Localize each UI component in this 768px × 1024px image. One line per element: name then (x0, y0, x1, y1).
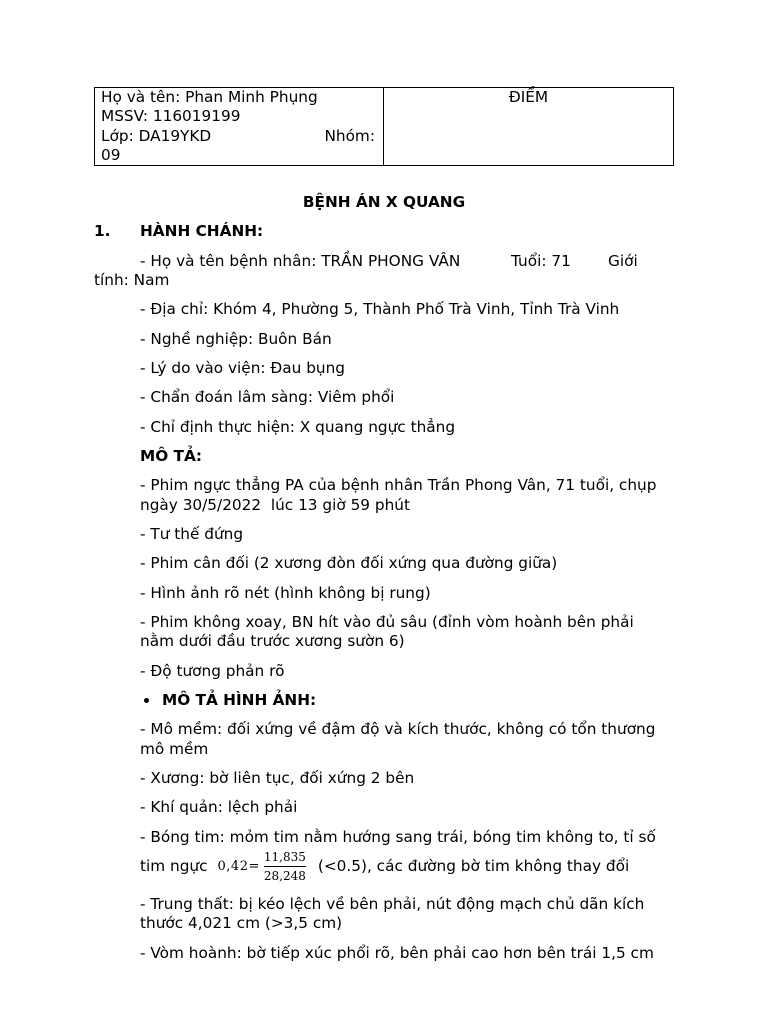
score-cell (384, 88, 673, 165)
section-number: 1. (94, 222, 111, 241)
heart-line: - Bóng tim: mỏm tim nằm hướng sang trái, bóng tim không to, tỉ số (140, 827, 656, 846)
patient-occupation: - Nghề nghiệp: Buôn Bán (140, 329, 332, 348)
film-rotation-line: nằm dưới đầu trước xương sườn 6) (140, 632, 405, 651)
patient-age: Tuổi: 71 (511, 251, 571, 270)
score-label: ĐIỂM (508, 88, 549, 106)
film-balance-item: - Phim cân đối (2 xương đòn đối xứng qua đường giữa) (140, 554, 558, 573)
group-value: 09 (101, 145, 121, 164)
patient-gender: tính: Nam (94, 271, 170, 290)
document-title: BỆNH ÁN X QUANG (302, 193, 466, 211)
ratio-numerator: 11,835 (263, 849, 306, 864)
admission-reason: - Lý do vào viện: Đau bụng (140, 358, 346, 377)
ratio-suffix: (<0.5), các đường bờ tim không thay đổi (317, 857, 630, 876)
trachea-item: - Khí quản: lệch phải (140, 798, 298, 817)
mediastinum-item (94, 895, 674, 934)
group-label: Nhóm: (324, 126, 375, 145)
class-group-row (101, 127, 375, 146)
soft-tissue-line: - Mô mềm: đối xứng về đậm độ và kích thước, không có tổn thương (140, 720, 656, 739)
ratio-prefix: tim ngực (140, 857, 208, 876)
student-id: MSSV: 116019199 (101, 107, 241, 126)
section-heading-description: MÔ TẢ: (140, 446, 202, 465)
ratio-fraction (264, 850, 306, 883)
film-rotation-line: - Phim không xoay, BN hít vào đủ sâu (đỉnh vòm hoành bên phải (140, 612, 634, 631)
film-info-line: - Phim ngực thẳng PA của bệnh nhân Trần Phong Vân, 71 tuổi, chụp (140, 476, 657, 495)
section-heading-image-description (94, 691, 674, 711)
patient-info-paragraph (94, 252, 674, 291)
patient-name: - Họ và tên bệnh nhân: TRẦN PHONG VÂN (140, 251, 461, 270)
student-info-table (94, 87, 674, 166)
patient-address: - Địa chỉ: Khóm 4, Phường 5, Thành Phố Trà Vinh, Tỉnh Trà Vinh (140, 300, 620, 319)
document-body (94, 193, 674, 973)
film-info-line: ngày 30/5/2022 lúc 13 giờ 59 phút (140, 495, 411, 514)
fraction-bar (264, 866, 306, 867)
section-title: HÀNH CHÁNH: (140, 222, 264, 241)
ratio-value: 0,42= (217, 858, 260, 874)
film-rotation-item (94, 613, 674, 652)
clinical-diagnosis: - Chẩn đoán lâm sàng: Viêm phổi (140, 388, 395, 407)
exam-indication: - Chỉ định thực hiện: X quang ngực thẳng (140, 417, 456, 436)
section-heading-administrative (94, 222, 674, 242)
student-name: Họ và tên: Phan Minh Phụng (101, 88, 318, 106)
class-label: Lớp: DA19YKD (101, 126, 212, 145)
mediastinum-line: - Trung thất: bị kéo lệch về bên phải, nút động mạch chủ dãn kích (140, 894, 645, 913)
heart-item (94, 828, 674, 886)
cardiothoracic-ratio-line (94, 847, 674, 885)
student-info-cell (95, 88, 384, 165)
patient-gender-label-start: Giới (608, 251, 638, 270)
diaphragm-item: - Vòm hoành: bờ tiếp xúc phổi rõ, bên phải cao hơn bên trái 1,5 cm (140, 943, 654, 962)
patient-info-line (94, 252, 674, 272)
ratio-denominator: 28,248 (263, 868, 306, 883)
film-posture-item: - Tư thế đứng (140, 524, 244, 543)
image-description-title: MÔ TẢ HÌNH ẢNH: (162, 690, 317, 709)
soft-tissue-line: mô mềm (140, 739, 209, 758)
bullet-icon (140, 691, 162, 711)
film-sharpness-item: - Hình ảnh rõ nét (hình không bị rung) (140, 583, 431, 602)
film-info-item (94, 476, 674, 515)
soft-tissue-item (94, 720, 674, 759)
mediastinum-line: thước 4,021 cm (>3,5 cm) (140, 914, 343, 933)
film-contrast-item: - Độ tương phản rõ (140, 661, 285, 680)
bone-item: - Xương: bờ liên tục, đối xứng 2 bên (140, 769, 415, 788)
